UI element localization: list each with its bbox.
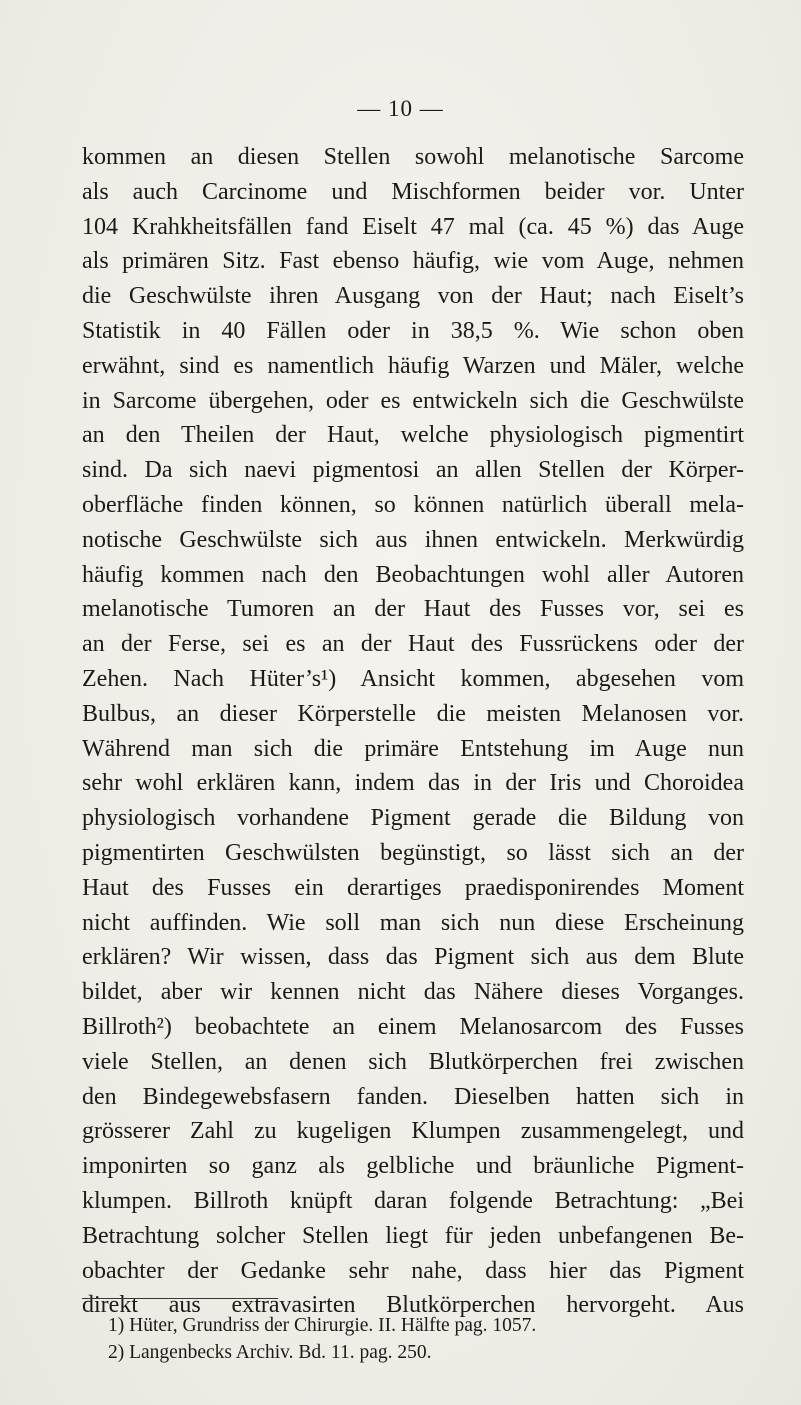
text-line: notische Geschwülste sich aus ihnen entwickeln. Merkwürdig: [82, 526, 744, 553]
text-line: sehr wohl erklären kann, indem das in der Iris und Choroidea: [82, 770, 744, 797]
text-line: klumpen. Billroth knüpft daran folgende Betrachtung: „Bei: [82, 1187, 744, 1214]
text-line: Zehen. Nach Hüter’s¹) Ansicht kommen, abgesehen vom: [82, 665, 744, 692]
text-line: obachter der Gedanke sehr nahe, dass hier das Pigment: [82, 1257, 744, 1284]
text-line: als primären Sitz. Fast ebenso häufig, wie vom Auge, nehmen: [82, 248, 744, 275]
text-line: Haut des Fusses ein derartiges praedisponirendes Moment: [82, 874, 744, 901]
text-line: häufig kommen nach den Beobachtungen wohl aller Autoren: [82, 561, 744, 588]
text-line: die Geschwülste ihren Ausgang von der Haut; nach Eiselt’s: [82, 283, 744, 310]
text-line: Bulbus, an dieser Körperstelle die meisten Melanosen vor.: [82, 700, 744, 727]
text-line: direkt aus extravasirten Blutkörperchen hervorgeht. Aus: [82, 1292, 744, 1319]
body-text: [82, 140, 744, 1323]
text-line: Statistik in 40 Fällen oder in 38,5 %. Wie schon oben: [82, 317, 744, 344]
text-line: grösserer Zahl zu kugeligen Klumpen zusammengelegt, und: [82, 1118, 744, 1145]
text-line: nicht auffinden. Wie soll man sich nun diese Erscheinung: [82, 909, 744, 936]
text-line: Während man sich die primäre Entstehung im Auge nun: [82, 735, 744, 762]
text-line: in Sarcome übergehen, oder es entwickeln sich die Geschwülste: [82, 387, 744, 414]
page-number: — 10 —: [357, 96, 444, 121]
text-line: imponirten so ganz als gelbliche und bräunliche Pigment-: [82, 1153, 744, 1180]
text-line: melanotische Tumoren an der Haut des Fusses vor, sei es: [82, 596, 744, 623]
footnotes: [108, 1312, 748, 1366]
text-line: sind. Da sich naevi pigmentosi an allen Stellen der Körper-: [82, 457, 744, 484]
text-line: erwähnt, sind es namentlich häufig Warzen und Mäler, welche: [82, 352, 744, 379]
footnote-2: 2) Langenbecks Archiv. Bd. 11. pag. 250.: [108, 1342, 432, 1363]
text-line: Betrachtung solcher Stellen liegt für jeden unbefangenen Be-: [82, 1222, 744, 1249]
text-line: 104 Krahkheitsfällen fand Eiselt 47 mal (ca. 45 %) das Auge: [82, 213, 744, 240]
text-line: bildet, aber wir kennen nicht das Nähere dieses Vorganges.: [82, 979, 744, 1006]
text-line: den Bindegewebsfasern fanden. Dieselben hatten sich in: [82, 1083, 744, 1110]
text-line: viele Stellen, an denen sich Blutkörperchen frei zwischen: [82, 1048, 744, 1075]
text-line: oberfläche finden können, so können natürlich überall mela-: [82, 491, 744, 518]
text-line: erklären? Wir wissen, dass das Pigment sich aus dem Blute: [82, 944, 744, 971]
text-line: kommen an diesen Stellen sowohl melanotische Sarcome: [82, 144, 744, 170]
footnote-1: 1) Hüter, Grundriss der Chirurgie. II. Hälfte pag. 1057.: [108, 1315, 537, 1336]
text-line: physiologisch vorhandene Pigment gerade die Bildung von: [82, 805, 744, 832]
text-line: an den Theilen der Haut, welche physiologisch pigmentirt: [82, 422, 744, 449]
text-line: als auch Carcinome und Mischformen beider vor. Unter: [82, 178, 744, 205]
footnote-divider: [82, 1298, 278, 1299]
text-line: pigmentirten Geschwülsten begünstigt, so lässt sich an der: [82, 839, 744, 866]
text-line: Billroth²) beobachtete an einem Melanosarcom des Fusses: [82, 1013, 744, 1040]
text-line: an der Ferse, sei es an der Haut des Fussrückens oder der: [82, 631, 744, 658]
